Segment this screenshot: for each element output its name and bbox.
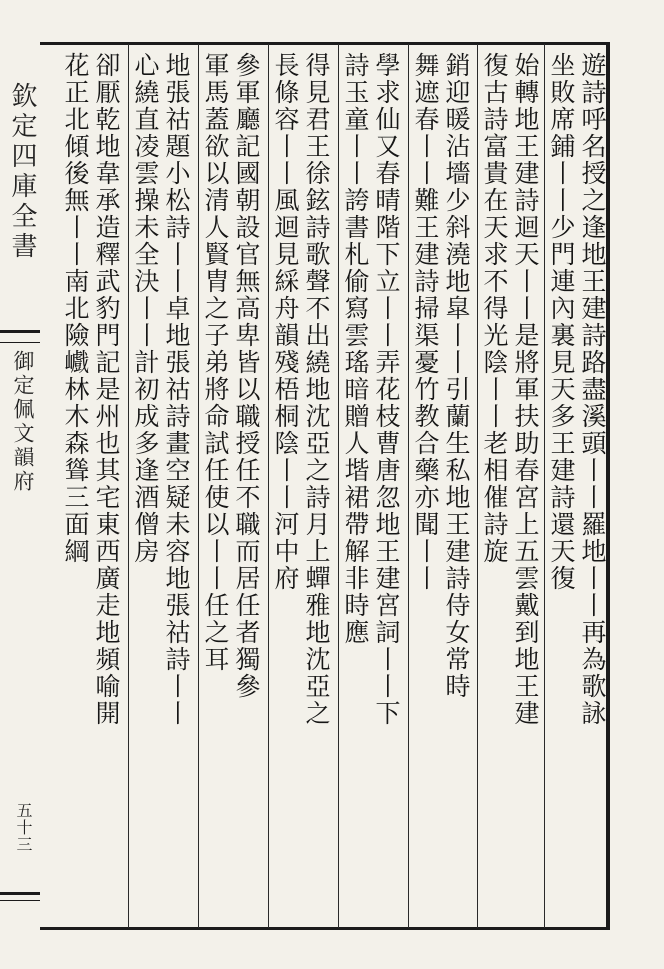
column-text: 復古詩富貴在天求不得光陰丨丨老相催詩旋 xyxy=(480,52,509,565)
text-column-2 xyxy=(546,52,577,922)
column-text: 坐敗席鋪丨丨少門連內裏見天多王建詩還天復 xyxy=(547,52,576,592)
column-text: 長條容丨丨風迴見綵舟韻殘梧桐陰丨丨河中府 xyxy=(271,52,300,592)
text-column-1 xyxy=(577,52,608,922)
text-column-13 xyxy=(161,52,192,922)
column-text: 詩玉童丨丨誇書札偷寫雲瑤暗贈人堦裙帶解非時應 xyxy=(341,52,370,646)
margin-rule xyxy=(0,342,40,343)
page-number: 五十三 xyxy=(14,802,33,853)
text-column-11 xyxy=(231,52,262,922)
text-column-10 xyxy=(270,52,301,922)
text-column-5 xyxy=(441,52,472,922)
text-column-6 xyxy=(410,52,441,922)
text-column-14 xyxy=(130,52,161,922)
margin-rule xyxy=(0,900,40,901)
column-text: 軍馬蓋欲以清人賢胄之子弟將命試任使以丨丨任之耳 xyxy=(201,52,230,673)
book-title: 御定佩文韻府 xyxy=(11,350,35,494)
column-text: 參軍廳記國朝設官無高卑皆以職授任不職而居任者獨參 xyxy=(232,52,261,700)
column-text: 得見君王徐鉉詩歌聲不出繞地沈亞之詩月上蟬雅地沈亞之 xyxy=(302,52,331,727)
margin-rule xyxy=(0,892,40,895)
column-text: 地張祜題小松詩丨丨卓地張祜詩畫空疑未容地張祜詩丨丨 xyxy=(162,52,191,727)
collection-title: 欽定四庫全書 xyxy=(7,82,37,262)
column-text: 始轉地王建詩迴天丨丨是將軍扶助春宮上五雲戴到地王建 xyxy=(511,52,540,727)
text-column-8 xyxy=(340,52,371,922)
column-text: 卻厭乾地韋承造釋武豹門記是州也其宅東西廣走地頻喻開 xyxy=(92,52,121,727)
column-text: 銷迎暖沾墻少斜澆地皐丨丨引蘭生私地王建詩侍女常時 xyxy=(442,52,471,700)
text-column-15 xyxy=(91,52,122,922)
column-text: 遊詩呼名授之逢地王建詩路盡溪頭丨丨羅地丨丨再為歌詠 xyxy=(578,52,607,727)
text-column-9 xyxy=(301,52,332,922)
text-column-3 xyxy=(510,52,541,922)
text-column-7 xyxy=(371,52,402,922)
column-divider xyxy=(338,44,339,928)
margin-rule xyxy=(0,330,40,333)
column-divider xyxy=(408,44,409,928)
column-text: 學求仙又春晴階下立丨丨弄花枝曹唐忽地王建宮詞丨丨下 xyxy=(372,52,401,727)
column-divider xyxy=(544,44,545,928)
page-margin-strip xyxy=(0,42,40,930)
text-column-12 xyxy=(200,52,231,922)
column-text: 心繞直凌雲操未全決丨丨計初成多逢酒僧房 xyxy=(131,52,160,565)
column-divider xyxy=(268,44,269,928)
column-divider xyxy=(198,44,199,928)
column-text: 花正北傾後無丨丨南北險巇林木森聳三面綱 xyxy=(61,52,90,565)
column-divider xyxy=(128,44,129,928)
column-divider xyxy=(477,44,478,928)
text-column-16 xyxy=(60,52,91,922)
text-column-4 xyxy=(479,52,510,922)
column-text: 舞遮春丨丨難王建詩掃渠憂竹教合藥亦聞丨丨 xyxy=(411,52,440,592)
